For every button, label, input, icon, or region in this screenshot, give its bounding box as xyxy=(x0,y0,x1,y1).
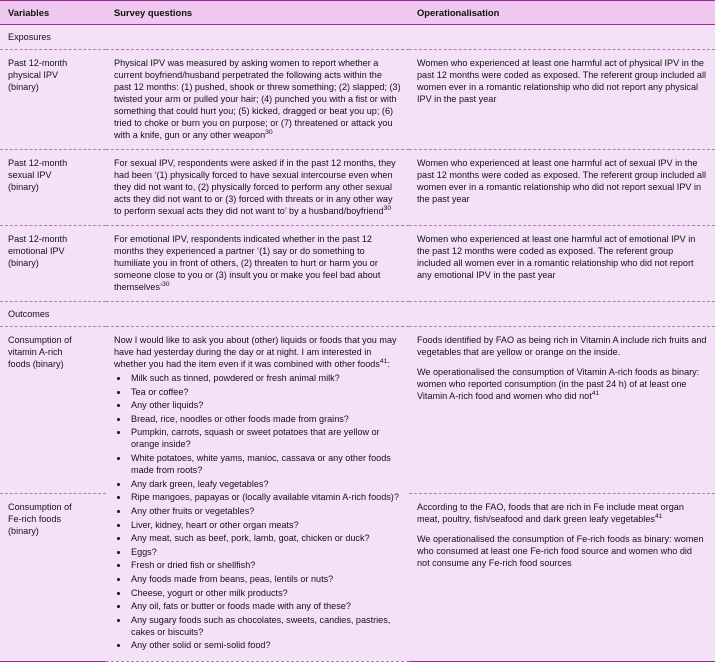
table-body xyxy=(0,25,715,662)
survey-question-physical-ipv xyxy=(106,50,409,150)
operationalisation-fe-rich-foods xyxy=(409,494,715,661)
table-row xyxy=(0,327,715,494)
section-row-exposures xyxy=(0,25,715,50)
list-item: • Pumpkin, carrots, squash or sweet potatoes that are yellow or orange inside? xyxy=(129,426,401,450)
operationalisation-emotional-ipv: Women who experienced at least one harmful act of emotional IPV in the past 12 months were coded as exposed. The referent group included all women ever in a romantic relationship who did not report any emotional IPV in the past year xyxy=(409,226,715,302)
section-label-exposures: Exposures xyxy=(0,25,106,50)
question-text: For emotional IPV, respondents indicated whether in the past 12 months they experienced a partner ‘(1) say or do something to humiliate you in front of others, (2) threaten to hurt or harm you or someone close to you or (3) insult you or make you feel bad about themselves’ xyxy=(114,234,381,292)
operationalisation-text: We operationalised the consumption of Vitamin A-rich foods as binary: women who reported consumption (in the past 24 h) of at least one Vitamin A-rich food and women who did not xyxy=(417,367,700,401)
question-text: For sexual IPV, respondents were asked if in the past 12 months, they had been ‘(1) physically forced to have sexual intercourse even when they did not want to, (2) physically forced to perform any other sexual acts they did not want to or (3) forced with threats or in any other way to perform sexual acts they did not want to’ by a husband/boyfriend xyxy=(114,158,396,216)
question-intro xyxy=(114,334,401,370)
list-item: • Any meat, such as beef, pork, lamb, goat, chicken or duck? xyxy=(129,532,401,544)
operationalisation-physical-ipv: Women who experienced at least one harmful act of physical IPV in the past 12 months were coded as exposed. The referent group included all women ever in a romantic relationship who did not report any physical IPV in the past year xyxy=(409,50,715,150)
list-item: • Bread, rice, noodles or other foods made from grains? xyxy=(129,413,401,425)
column-header-operationalisation: Operationalisation xyxy=(409,1,715,25)
variable-line: (binary) xyxy=(8,182,39,192)
question-intro-text: Now I would like to ask you about (other) liquids or foods that you may have had yesterday during the day or at night. I am interested in whether you had the item even if it was combined with other foods xyxy=(114,335,397,369)
variable-line: foods (binary) xyxy=(8,359,64,369)
citation-ref: 30 xyxy=(265,128,273,136)
citation-ref: 41 xyxy=(591,389,600,397)
operationalisation-vitamin-a-foods xyxy=(409,327,715,494)
list-item: • Any oil, fats or butter or foods made with any of these? xyxy=(129,600,401,612)
variable-line: Past 12-month xyxy=(8,234,68,244)
operationalisation-sexual-ipv: Women who experienced at least one harmful act of sexual IPV in the past 12 months were coded as exposed. The referent group included all women ever in a romantic relationship who did not report sexual IPV in the past year xyxy=(409,150,715,226)
variable-line: sexual IPV xyxy=(8,170,52,180)
list-item: • Ripe mangoes, papayas or (locally available vitamin A-rich foods)? xyxy=(129,491,401,503)
list-item: • Eggs? xyxy=(129,546,401,558)
question-text: Physical IPV was measured by asking women to report whether a current boyfriend/husband perpetrated the following acts within the past 12 months: (1) pushed, shook or threw something; (2) slapped; (3) twisted your arm or pulled your hair; (4) punched you with a fist or with something that could hurt you; (5) kicked, dragged or beat you up; (6) tried to choke or burn you on purpose; or (7) threatened or attack you with a knife, gun or any other weapon xyxy=(114,58,401,140)
operationalisation-paragraph: We operationalised the consumption of Fe-rich foods as binary: women who consumed at least one Fe-rich food source and women who did not consume any Fe-rich food sources xyxy=(417,534,704,569)
list-item: • White potatoes, white yams, manioc, cassava or any other foods made from roots? xyxy=(129,452,401,476)
column-header-variables: Variables xyxy=(0,1,106,25)
operationalisation-paragraph xyxy=(417,366,707,402)
variable-name-emotional-ipv xyxy=(0,226,106,302)
operationalisation-text: According to the FAO, foods that are rich in Fe include meat organ meat, poultry, fish/seafood and dark green leafy vegetables xyxy=(417,502,684,525)
section-empty-cell-operationalisation xyxy=(409,25,715,50)
list-item: • Tea or coffee? xyxy=(129,386,401,398)
list-item: • Any foods made from beans, peas, lentils or nuts? xyxy=(129,573,401,585)
variable-name-physical-ipv xyxy=(0,50,106,150)
section-empty-cell-questions xyxy=(106,302,409,327)
list-item: • Any dark green, leafy vegetables? xyxy=(129,478,401,490)
list-item: • Liver, kidney, heart or other organ meats? xyxy=(129,519,401,531)
question-intro-suffix: : xyxy=(387,359,390,369)
list-item: • Any other liquids? xyxy=(129,399,401,411)
variable-line: vitamin A-rich xyxy=(8,347,63,357)
citation-ref: 30 xyxy=(383,204,392,212)
section-label-outcomes: Outcomes xyxy=(0,302,106,327)
food-item-list xyxy=(114,372,401,651)
table-header xyxy=(0,1,715,25)
header-row xyxy=(0,1,715,25)
table-row xyxy=(0,150,715,226)
survey-question-food-consumption xyxy=(106,327,409,662)
variable-line: Past 12-month xyxy=(8,58,68,68)
list-item: • Milk such as tinned, powdered or fresh animal milk? xyxy=(129,372,401,384)
variable-line: (binary) xyxy=(8,526,39,537)
list-item: • Any other fruits or vegetables? xyxy=(129,505,401,517)
table-row xyxy=(0,50,715,150)
column-header-survey-questions: Survey questions xyxy=(106,1,409,25)
citation-ref: 41 xyxy=(654,513,663,521)
operationalisation-paragraph: Foods identified by FAO as being rich in Vitamin A include rich fruits and vegetables that are yellow or orange on the inside. xyxy=(417,335,707,357)
variable-line: Past 12-month xyxy=(8,158,68,168)
citation-ref: 41 xyxy=(379,357,388,365)
survey-question-emotional-ipv xyxy=(106,226,409,302)
list-item: • Cheese, yogurt or other milk products? xyxy=(129,587,401,599)
citation-ref: 30 xyxy=(162,280,170,288)
table-row xyxy=(0,226,715,302)
section-row-outcomes xyxy=(0,302,715,327)
operationalisation-paragraph xyxy=(417,501,707,525)
variable-line: Fe-rich foods xyxy=(8,514,62,525)
variable-name-sexual-ipv xyxy=(0,150,106,226)
variable-name-fe-rich-foods xyxy=(0,494,106,661)
section-empty-cell-operationalisation xyxy=(409,302,715,327)
variable-name-vitamin-a-foods xyxy=(0,327,106,494)
list-item: • Any sugary foods such as chocolates, sweets, candies, pastries, cakes or biscuits? xyxy=(129,614,401,638)
variable-line: (binary) xyxy=(8,82,39,92)
survey-question-sexual-ipv xyxy=(106,150,409,226)
list-item: • Any other solid or semi-solid food? xyxy=(129,639,401,651)
variable-line: Consumption of xyxy=(8,502,72,513)
list-item: • Fresh or dried fish or shellfish? xyxy=(129,559,401,571)
variable-line: (binary) xyxy=(8,258,39,268)
variable-line: Consumption of xyxy=(8,335,72,345)
variable-line: emotional IPV xyxy=(8,246,65,256)
variable-line: physical IPV xyxy=(8,70,59,80)
section-empty-cell-questions xyxy=(106,25,409,50)
